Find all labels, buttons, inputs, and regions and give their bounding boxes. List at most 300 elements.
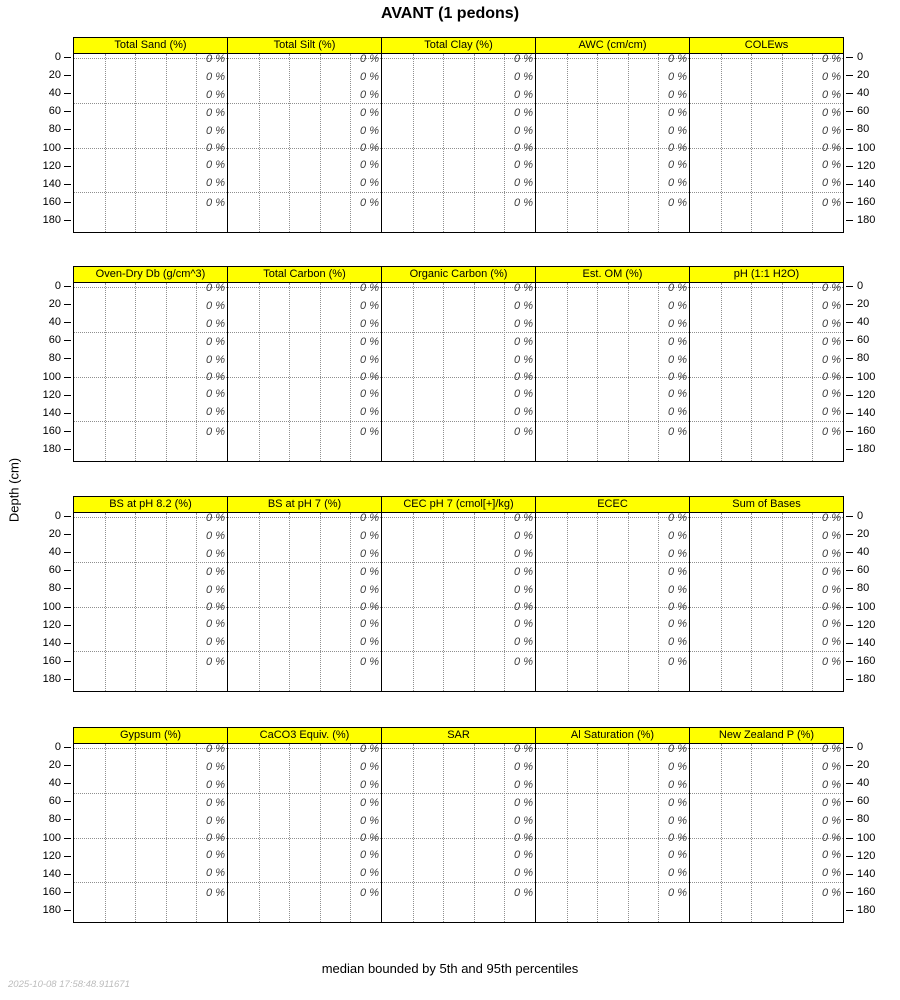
profile-panel: [690, 513, 843, 691]
depth-tick: [846, 625, 853, 626]
grid-h-line: [690, 562, 843, 563]
depth-tick-label: 0: [857, 740, 864, 753]
grid-v-line: [350, 283, 351, 461]
panel-strip-label: New Zealand P (%): [689, 727, 844, 743]
contributing-fraction-label: 0 %: [668, 197, 687, 210]
contributing-fraction-label: 0 %: [822, 635, 841, 648]
grid-h-line: [74, 562, 227, 563]
grid-h-line: [74, 882, 227, 883]
contributing-fraction-label: 0 %: [360, 866, 379, 879]
contributing-fraction-label: 0 %: [206, 761, 225, 774]
contributing-fraction-label: 0 %: [360, 125, 379, 138]
grid-h-line: [690, 517, 843, 518]
contributing-fraction-label: 0 %: [822, 142, 841, 155]
grid-h-line: [382, 103, 535, 104]
grid-h-line: [228, 651, 381, 652]
contributing-fraction-label: 0 %: [668, 618, 687, 631]
profile-panel: [382, 744, 536, 922]
contributing-fraction-label: 0 %: [668, 53, 687, 66]
depth-tick-label: 80: [48, 352, 61, 365]
contributing-fraction-label: 0 %: [514, 53, 533, 66]
contributing-fraction-label: 0 %: [668, 405, 687, 418]
contributing-fraction-label: 0 %: [514, 618, 533, 631]
contributing-fraction-label: 0 %: [668, 388, 687, 401]
contributing-fraction-label: 0 %: [206, 53, 225, 66]
grid-v-line: [105, 54, 106, 232]
contributing-fraction-label: 0 %: [514, 282, 533, 295]
grid-v-line: [320, 54, 321, 232]
depth-tick: [846, 534, 853, 535]
grid-v-line: [474, 283, 475, 461]
grid-v-line: [658, 744, 659, 922]
contributing-fraction-label: 0 %: [514, 354, 533, 367]
depth-tick-label: 20: [48, 527, 61, 540]
depth-tick-label: 40: [857, 777, 870, 789]
depth-tick-label: 120: [857, 849, 876, 862]
contributing-fraction-label: 0 %: [360, 743, 379, 756]
grid-h-line: [536, 793, 689, 794]
depth-tick-label: 0: [54, 279, 61, 292]
depth-tick: [64, 129, 71, 130]
grid-v-line: [751, 513, 752, 691]
grid-v-line: [105, 744, 106, 922]
contributing-fraction-label: 0 %: [514, 815, 533, 828]
panel-strip-label: AWC (cm/cm): [535, 37, 690, 53]
grid-v-line: [597, 744, 598, 922]
grid-v-line: [259, 744, 260, 922]
grid-v-line: [782, 54, 783, 232]
grid-v-line: [443, 54, 444, 232]
contributing-fraction-label: 0 %: [206, 635, 225, 648]
grid-v-line: [135, 513, 136, 691]
contributing-fraction-label: 0 %: [206, 354, 225, 367]
depth-tick-label: 80: [48, 123, 61, 136]
grid-v-line: [320, 283, 321, 461]
depth-tick: [846, 643, 853, 644]
grid-v-line: [196, 54, 197, 232]
contributing-fraction-label: 0 %: [822, 512, 841, 525]
grid-h-line: [382, 192, 535, 193]
depth-tick-label: 180: [42, 904, 61, 917]
contributing-fraction-label: 0 %: [668, 743, 687, 756]
grid-h-line: [536, 607, 689, 608]
depth-tick-label: 160: [857, 655, 876, 668]
contributing-fraction-label: 0 %: [822, 566, 841, 579]
depth-tick-label: 160: [857, 196, 876, 209]
profile-panel: [536, 54, 690, 232]
strip-header-bar: [73, 37, 844, 53]
grid-h-line: [228, 748, 381, 749]
grid-h-line: [74, 793, 227, 794]
grid-v-line: [105, 283, 106, 461]
depth-tick-label: 120: [42, 849, 61, 862]
grid-v-line: [628, 513, 629, 691]
depth-tick: [846, 377, 853, 378]
depth-tick: [846, 304, 853, 305]
depth-tick: [64, 358, 71, 359]
depth-tick-label: 160: [857, 425, 876, 438]
grid-v-line: [597, 283, 598, 461]
contributing-fraction-label: 0 %: [668, 530, 687, 543]
grid-h-line: [74, 332, 227, 333]
depth-tick: [846, 75, 853, 76]
depth-tick: [846, 431, 853, 432]
depth-tick: [64, 552, 71, 553]
contributing-fraction-label: 0 %: [822, 71, 841, 84]
grid-v-line: [504, 54, 505, 232]
depth-tick-label: 0: [54, 740, 61, 753]
grid-v-line: [474, 513, 475, 691]
grid-h-line: [74, 192, 227, 193]
contributing-fraction-label: 0 %: [822, 354, 841, 367]
grid-v-line: [413, 283, 414, 461]
contributing-fraction-label: 0 %: [360, 548, 379, 561]
grid-h-line: [690, 103, 843, 104]
contributing-fraction-label: 0 %: [668, 159, 687, 172]
contributing-fraction-label: 0 %: [668, 566, 687, 579]
depth-tick: [64, 783, 71, 784]
grid-v-line: [196, 744, 197, 922]
depth-tick: [846, 57, 853, 58]
contributing-fraction-label: 0 %: [360, 197, 379, 210]
panel-row: [42, 37, 876, 233]
depth-tick: [846, 874, 853, 875]
strip-header-bar: [73, 727, 844, 743]
depth-tick: [846, 286, 853, 287]
depth-tick-label: 60: [48, 795, 61, 808]
contributing-fraction-label: 0 %: [822, 89, 841, 102]
grid-v-line: [782, 744, 783, 922]
depth-tick: [64, 625, 71, 626]
depth-tick-label: 160: [42, 655, 61, 668]
depth-tick-label: 80: [857, 813, 870, 826]
depth-tick-label: 20: [857, 758, 870, 771]
panel-box: [73, 282, 844, 462]
depth-tick: [64, 588, 71, 589]
grid-v-line: [350, 513, 351, 691]
contributing-fraction-label: 0 %: [514, 318, 533, 331]
contributing-fraction-label: 0 %: [360, 832, 379, 845]
depth-tick-label: 120: [42, 388, 61, 401]
grid-h-line: [382, 58, 535, 59]
contributing-fraction-label: 0 %: [822, 405, 841, 418]
grid-h-line: [228, 882, 381, 883]
depth-tick-label: 140: [857, 406, 876, 419]
contributing-fraction-label: 0 %: [822, 318, 841, 331]
depth-tick-label: 180: [42, 443, 61, 456]
profile-panel: [536, 744, 690, 922]
depth-tick: [846, 747, 853, 748]
grid-h-line: [690, 58, 843, 59]
contributing-fraction-label: 0 %: [822, 371, 841, 384]
grid-h-line: [228, 377, 381, 378]
panel-strip-label: COLEws: [689, 37, 844, 53]
depth-tick-label: 180: [42, 673, 61, 686]
grid-h-line: [536, 332, 689, 333]
contributing-fraction-label: 0 %: [668, 142, 687, 155]
contributing-fraction-label: 0 %: [206, 656, 225, 669]
grid-h-line: [382, 377, 535, 378]
contributing-fraction-label: 0 %: [822, 548, 841, 561]
grid-h-line: [690, 287, 843, 288]
depth-tick-label: 120: [857, 159, 876, 172]
contributing-fraction-label: 0 %: [206, 832, 225, 845]
contributing-fraction-label: 0 %: [668, 849, 687, 862]
depth-tick-label: 40: [48, 87, 61, 99]
contributing-fraction-label: 0 %: [668, 336, 687, 349]
depth-tick: [64, 184, 71, 185]
depth-tick-label: 0: [54, 50, 61, 63]
contributing-fraction-label: 0 %: [514, 371, 533, 384]
grid-h-line: [74, 748, 227, 749]
depth-tick: [846, 570, 853, 571]
contributing-fraction-label: 0 %: [514, 71, 533, 84]
panel-row: [42, 496, 876, 692]
grid-h-line: [690, 651, 843, 652]
grid-v-line: [413, 744, 414, 922]
contributing-fraction-label: 0 %: [206, 849, 225, 862]
depth-tick-label: 180: [857, 214, 876, 227]
grid-v-line: [567, 744, 568, 922]
contributing-fraction-label: 0 %: [822, 426, 841, 439]
depth-tick-label: 60: [857, 334, 870, 347]
contributing-fraction-label: 0 %: [360, 159, 379, 172]
grid-h-line: [74, 607, 227, 608]
contributing-fraction-label: 0 %: [668, 176, 687, 189]
figure-title: AVANT (1 pedons): [380, 5, 520, 22]
depth-tick: [64, 395, 71, 396]
contributing-fraction-label: 0 %: [822, 743, 841, 756]
grid-h-line: [690, 332, 843, 333]
depth-tick: [846, 801, 853, 802]
depth-tick-label: 140: [857, 177, 876, 190]
contributing-fraction-label: 0 %: [206, 743, 225, 756]
depth-tick: [64, 377, 71, 378]
grid-v-line: [320, 744, 321, 922]
grid-h-line: [382, 287, 535, 288]
grid-h-line: [690, 148, 843, 149]
grid-v-line: [721, 744, 722, 922]
grid-v-line: [567, 54, 568, 232]
grid-v-line: [320, 513, 321, 691]
grid-v-line: [135, 54, 136, 232]
depth-tick-label: 160: [42, 425, 61, 438]
contributing-fraction-label: 0 %: [360, 142, 379, 155]
contributing-fraction-label: 0 %: [514, 584, 533, 597]
grid-h-line: [382, 607, 535, 608]
profile-panel: [690, 54, 843, 232]
grid-v-line: [751, 283, 752, 461]
grid-v-line: [782, 513, 783, 691]
contributing-fraction-label: 0 %: [514, 566, 533, 579]
depth-tick: [846, 220, 853, 221]
contributing-fraction-label: 0 %: [206, 815, 225, 828]
contributing-fraction-label: 0 %: [206, 176, 225, 189]
contributing-fraction-label: 0 %: [360, 371, 379, 384]
depth-tick-label: 20: [857, 527, 870, 540]
grid-v-line: [504, 283, 505, 461]
depth-tick: [846, 202, 853, 203]
depth-tick: [64, 570, 71, 571]
grid-v-line: [259, 54, 260, 232]
depth-tick-label: 80: [48, 813, 61, 826]
contributing-fraction-label: 0 %: [514, 512, 533, 525]
contributing-fraction-label: 0 %: [514, 761, 533, 774]
grid-h-line: [536, 517, 689, 518]
contributing-fraction-label: 0 %: [822, 779, 841, 792]
contributing-fraction-label: 0 %: [514, 300, 533, 313]
panel-strip-label: SAR: [381, 727, 536, 743]
depth-tick: [64, 679, 71, 680]
grid-v-line: [751, 744, 752, 922]
contributing-fraction-label: 0 %: [822, 107, 841, 120]
contributing-fraction-label: 0 %: [360, 282, 379, 295]
contributing-fraction-label: 0 %: [360, 530, 379, 543]
depth-tick: [846, 819, 853, 820]
contributing-fraction-label: 0 %: [206, 866, 225, 879]
profile-panel: [382, 283, 536, 461]
depth-tick-label: 20: [48, 68, 61, 81]
contributing-fraction-label: 0 %: [668, 761, 687, 774]
panel-strip-label: Est. OM (%): [535, 266, 690, 282]
contributing-fraction-label: 0 %: [206, 530, 225, 543]
grid-v-line: [289, 283, 290, 461]
depth-tick: [846, 111, 853, 112]
contributing-fraction-label: 0 %: [668, 282, 687, 295]
contributing-fraction-label: 0 %: [822, 601, 841, 614]
grid-h-line: [536, 421, 689, 422]
contributing-fraction-label: 0 %: [360, 89, 379, 102]
contributing-fraction-label: 0 %: [360, 566, 379, 579]
grid-h-line: [382, 148, 535, 149]
depth-tick: [64, 111, 71, 112]
panel-strip-label: Oven-Dry Db (g/cm^3): [73, 266, 228, 282]
depth-tick: [846, 148, 853, 149]
contributing-fraction-label: 0 %: [514, 656, 533, 669]
grid-h-line: [228, 58, 381, 59]
depth-tick: [64, 819, 71, 820]
depth-tick-label: 40: [857, 316, 870, 328]
contributing-fraction-label: 0 %: [206, 125, 225, 138]
depth-tick: [64, 607, 71, 608]
grid-h-line: [74, 651, 227, 652]
grid-v-line: [628, 54, 629, 232]
contributing-fraction-label: 0 %: [206, 318, 225, 331]
grid-h-line: [228, 332, 381, 333]
contributing-fraction-label: 0 %: [822, 159, 841, 172]
contributing-fraction-label: 0 %: [514, 89, 533, 102]
panel-row: [42, 727, 876, 923]
contributing-fraction-label: 0 %: [360, 849, 379, 862]
depth-tick-label: 100: [857, 600, 876, 613]
contributing-fraction-label: 0 %: [360, 656, 379, 669]
grid-h-line: [536, 748, 689, 749]
depth-tick-label: 180: [857, 443, 876, 456]
depth-tick-label: 20: [857, 68, 870, 81]
depth-tick: [846, 449, 853, 450]
contributing-fraction-label: 0 %: [206, 89, 225, 102]
grid-h-line: [690, 838, 843, 839]
depth-tick-label: 40: [48, 777, 61, 789]
depth-tick: [846, 607, 853, 608]
grid-h-line: [536, 103, 689, 104]
depth-tick-label: 20: [48, 297, 61, 310]
profile-panel: [74, 283, 228, 461]
contributing-fraction-label: 0 %: [206, 601, 225, 614]
contributing-fraction-label: 0 %: [514, 405, 533, 418]
grid-v-line: [166, 283, 167, 461]
contributing-fraction-label: 0 %: [360, 426, 379, 439]
depth-tick: [64, 838, 71, 839]
depth-tick-label: 80: [857, 123, 870, 136]
grid-v-line: [658, 54, 659, 232]
contributing-fraction-label: 0 %: [822, 761, 841, 774]
grid-v-line: [658, 513, 659, 691]
panel-strip-label: CEC pH 7 (cmol[+]/kg): [381, 496, 536, 512]
grid-h-line: [228, 192, 381, 193]
contributing-fraction-label: 0 %: [668, 354, 687, 367]
profile-panel: [228, 283, 382, 461]
contributing-fraction-label: 0 %: [360, 176, 379, 189]
contributing-fraction-label: 0 %: [668, 107, 687, 120]
depth-tick: [64, 93, 71, 94]
contributing-fraction-label: 0 %: [514, 107, 533, 120]
depth-tick-label: 120: [42, 159, 61, 172]
grid-h-line: [382, 793, 535, 794]
depth-tick-label: 80: [857, 352, 870, 365]
panel-strip-label: Organic Carbon (%): [381, 266, 536, 282]
depth-tick: [846, 322, 853, 323]
panel-strip-label: ECEC: [535, 496, 690, 512]
profile-panel: [690, 744, 843, 922]
contributing-fraction-label: 0 %: [822, 618, 841, 631]
grid-v-line: [350, 744, 351, 922]
panel-strip-label: Total Carbon (%): [227, 266, 382, 282]
grid-h-line: [382, 838, 535, 839]
contributing-fraction-label: 0 %: [206, 512, 225, 525]
grid-h-line: [690, 793, 843, 794]
profile-panel: [382, 513, 536, 691]
grid-v-line: [166, 513, 167, 691]
depth-tick-label: 100: [857, 141, 876, 154]
depth-tick-label: 80: [857, 582, 870, 595]
contributing-fraction-label: 0 %: [360, 618, 379, 631]
depth-tick: [846, 838, 853, 839]
grid-v-line: [812, 54, 813, 232]
contributing-fraction-label: 0 %: [206, 618, 225, 631]
depth-tick: [846, 166, 853, 167]
depth-tick: [64, 449, 71, 450]
depth-tick: [64, 661, 71, 662]
depth-tick-label: 180: [857, 904, 876, 917]
depth-tick-label: 100: [42, 831, 61, 844]
contributing-fraction-label: 0 %: [206, 282, 225, 295]
depth-tick-label: 100: [857, 831, 876, 844]
grid-h-line: [228, 103, 381, 104]
contributing-fraction-label: 0 %: [822, 53, 841, 66]
contributing-fraction-label: 0 %: [360, 601, 379, 614]
contributing-fraction-label: 0 %: [668, 832, 687, 845]
grid-h-line: [228, 838, 381, 839]
profile-panel: [228, 513, 382, 691]
contributing-fraction-label: 0 %: [514, 159, 533, 172]
contributing-fraction-label: 0 %: [668, 656, 687, 669]
contributing-fraction-label: 0 %: [822, 849, 841, 862]
grid-v-line: [259, 283, 260, 461]
depth-tick-label: 60: [48, 564, 61, 577]
contributing-fraction-label: 0 %: [668, 887, 687, 900]
depth-tick-label: 120: [857, 388, 876, 401]
